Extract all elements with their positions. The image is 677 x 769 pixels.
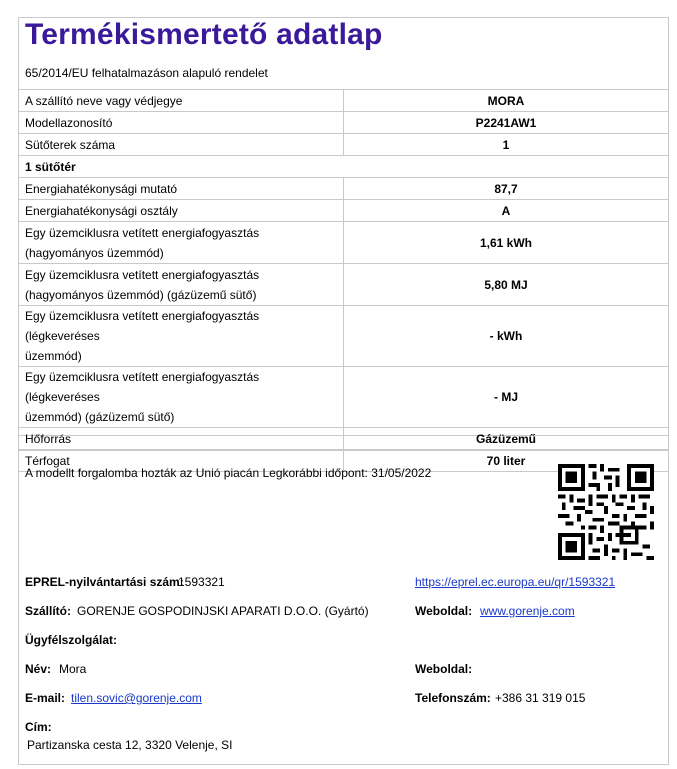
table-row [19,428,669,450]
market-date-text: A modellt forgalomba hozták az Unió piacán Legkorábbi időpont: 31/05/2022 [25,466,432,480]
email-link[interactable]: tilen.sovic@gorenje.com [71,691,202,705]
eprel-link[interactable]: https://eprel.ec.europa.eu/qr/1593321 [415,575,616,589]
supplier-label: Szállító: [25,604,72,618]
section-heading: 1 sütőtér [19,156,669,178]
row-label: A szállító neve vagy védjegye [19,90,344,112]
row-label: Modellazonosító [19,112,344,134]
row-value: 1,61 kWh [344,222,669,264]
table-row [19,222,669,264]
row-label: Térfogat [19,450,344,472]
row-label: Egy üzemciklusra vetített energiafogyasztás (hagyományos üzemmód) [19,222,344,264]
table-row [19,112,669,134]
row-value: A [344,200,669,222]
row-value: 1 [344,134,669,156]
table-row [19,200,669,222]
table-row [19,306,669,367]
table-row [19,264,669,306]
regulation-subtitle: 65/2014/EU felhatalmazáson alapuló rendelet [25,66,268,80]
website-label: Weboldal: [415,604,473,618]
table-row [19,90,669,112]
row-value: 5,80 MJ [344,264,669,306]
table-row [19,178,669,200]
row-label: Egy üzemciklusra vetített energiafogyasztás (hagyományos üzemmód) (gázüzemű sütő) [19,264,344,306]
qr-code-icon[interactable] [558,464,654,560]
row-label: Energiahatékonysági osztály [19,200,344,222]
email-label: E-mail: [25,691,66,705]
customer-service-label: Ügyfélszolgálat: [25,633,118,647]
row-value: - kWh [344,306,669,367]
address-value: Partizanska cesta 12, 3320 Velenje, SI [27,738,233,752]
row-label: Hőforrás [19,428,344,450]
table-row [19,367,669,428]
website-link[interactable]: www.gorenje.com [480,604,575,618]
table-row [19,134,669,156]
website2-label: Weboldal: [415,662,473,676]
address-label: Cím: [25,720,52,734]
row-label: Sütőterek száma [19,134,344,156]
phone-value: +386 31 319 015 [495,691,586,705]
row-value: 87,7 [344,178,669,200]
row-label: Egy üzemciklusra vetített energiafogyasztás (légkeveréses üzemmód) [19,306,344,367]
name-value: Mora [59,662,87,676]
eprel-number: 1593321 [178,575,225,589]
row-label: Egy üzemciklusra vetített energiafogyasztás (légkeveréses üzemmód) (gázüzemű sütő) [19,367,344,428]
page-title: Termékismertető adatlap [25,18,383,51]
name-label: Név: [25,662,52,676]
row-value: Gázüzemű [344,428,669,450]
supplier-value: GORENJE GOSPODINJSKI APARATI D.O.O. (Gyártó) [77,604,369,618]
eprel-label: EPREL-nyilvántartási szám: [25,575,184,589]
row-value: P2241AW1 [344,112,669,134]
section-row [19,156,669,178]
row-value: MORA [344,90,669,112]
row-label: Energiahatékonysági mutató [19,178,344,200]
spec-table [18,89,669,472]
row-value: - MJ [344,367,669,428]
row-value: 70 liter [344,450,669,472]
phone-label: Telefonszám: [415,691,491,705]
